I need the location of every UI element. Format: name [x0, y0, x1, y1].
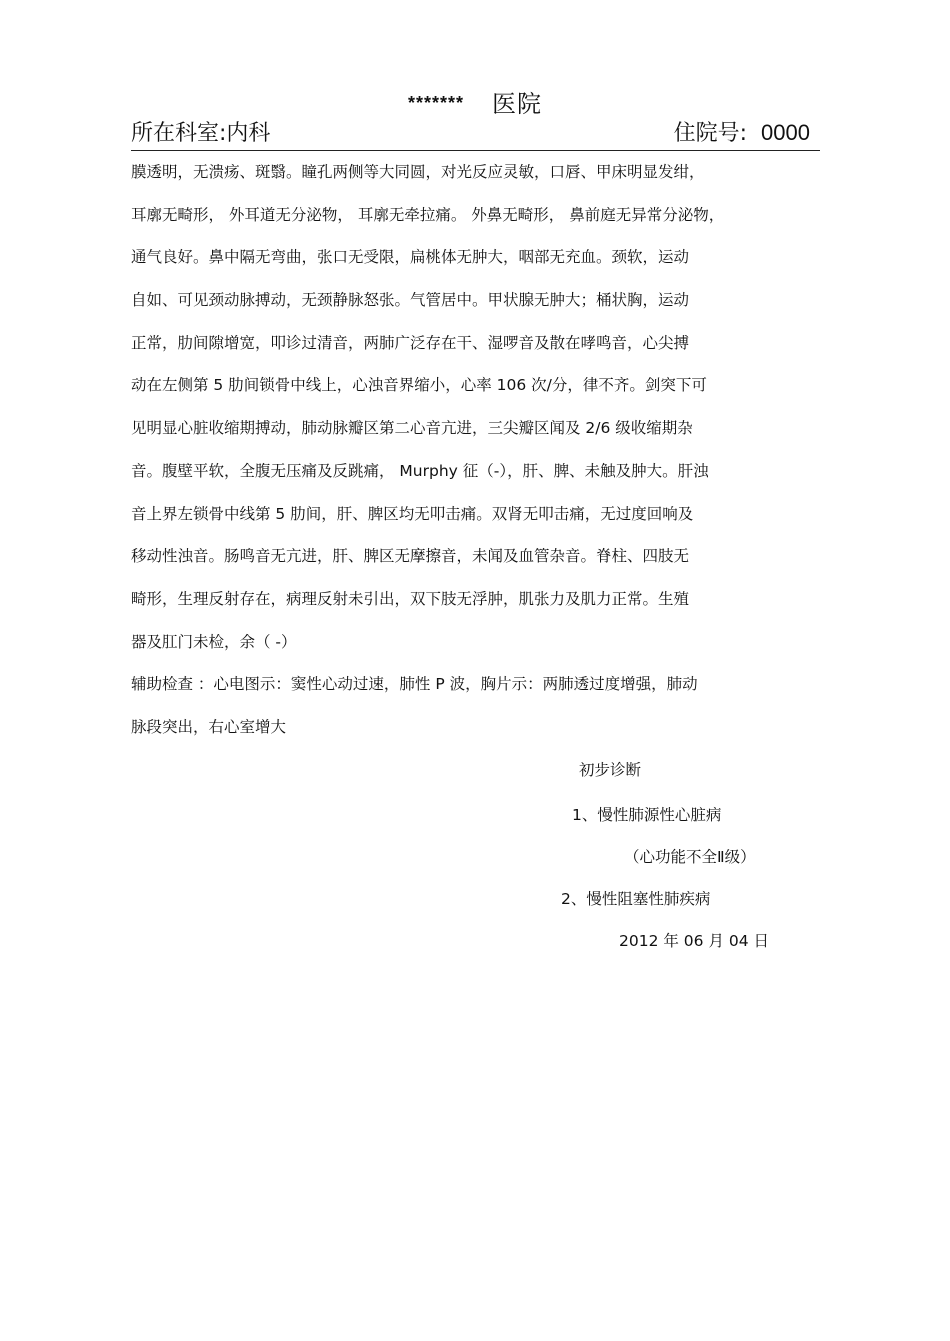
- text-line: 移动性浊音。肠鸣音无亢进，肝、脾区无摩擦音，未闻及血管杂音。脊柱、四肢无: [131, 547, 690, 566]
- hospital-name-masked: *******: [407, 93, 465, 113]
- auxiliary-exam-line: 辅助检查 ：心电图示：窦性心动过速，肺性 P 波，胸片示：两肺透过度增强，肺动: [131, 675, 698, 694]
- record-header: [131, 116, 820, 151]
- admission-number-value: 0000: [761, 120, 810, 145]
- text-line: 器及肛门未检，余（ -）: [131, 632, 297, 651]
- text-line: 耳廓无畸形， 外耳道无分泌物， 耳廓无牵拉痛。 外鼻无畸形， 鼻前庭无异常分泌物，: [131, 205, 725, 224]
- diagnosis-title: 初步诊断: [579, 761, 642, 779]
- text-line: 音上界左锁骨中线第 5 肋间，肝、脾区均无叩击痛。双肾无叩击痛，无过度回响及: [131, 504, 694, 523]
- text-line: 动在左侧第 5 肋间锁骨中线上，心浊音界缩小，心率 106 次/分，律不齐。剑突下可: [131, 376, 707, 395]
- text-line: 通气良好。鼻中隔无弯曲，张口无受限，扁桃体无肿大，咽部无充血。颈软，运动: [131, 248, 690, 267]
- record-date: 2012 年 06 月 04 日: [619, 932, 770, 950]
- physical-exam-text: [131, 160, 821, 758]
- department-label: 所在科室:: [131, 121, 227, 146]
- text-line: 膜透明，无溃疡、斑翳。瞳孔两侧等大同圆，对光反应灵敏，口唇、甲床明显发绀，: [131, 163, 705, 181]
- department-field: [131, 116, 270, 147]
- text-line: 见明显心脏收缩期搏动，肺动脉瓣区第二心音亢进，三尖瓣区闻及 2/6 级收缩期杂: [131, 419, 693, 438]
- admission-number-field: [674, 116, 810, 147]
- text-line: 自如、可见颈动脉搏动，无颈静脉怒张。气管居中。甲状腺无肿大；桶状胸，运动: [131, 291, 690, 310]
- text-line: 正常，肋间隙增宽，叩诊过清音，两肺广泛存在干、湿啰音及散在哮鸣音，心尖搏: [131, 333, 690, 352]
- diagnosis-item-1-note: （心功能不全Ⅱ级）: [624, 848, 756, 866]
- admission-number-label: 住院号:: [673, 121, 748, 146]
- diagnosis-item-2: 2、慢性阻塞性肺疾病: [561, 890, 711, 908]
- diagnosis-item-1: 1、慢性肺源性心脏病: [572, 806, 722, 824]
- hospital-title: [0, 84, 950, 119]
- text-line: 畸形，生理反射存在，病理反射未引出，双下肢无浮肿，肌张力及肌力正常。生殖: [131, 589, 690, 608]
- text-line: 音。腹壁平软，全腹无压痛及反跳痛， Murphy 征（-），肝、脾、未触及肿大。肝浊: [131, 461, 709, 480]
- department-value: 内科: [226, 121, 271, 146]
- hospital-name: 医院: [492, 90, 543, 118]
- auxiliary-exam-line: 脉段突出，右心室增大: [131, 717, 287, 736]
